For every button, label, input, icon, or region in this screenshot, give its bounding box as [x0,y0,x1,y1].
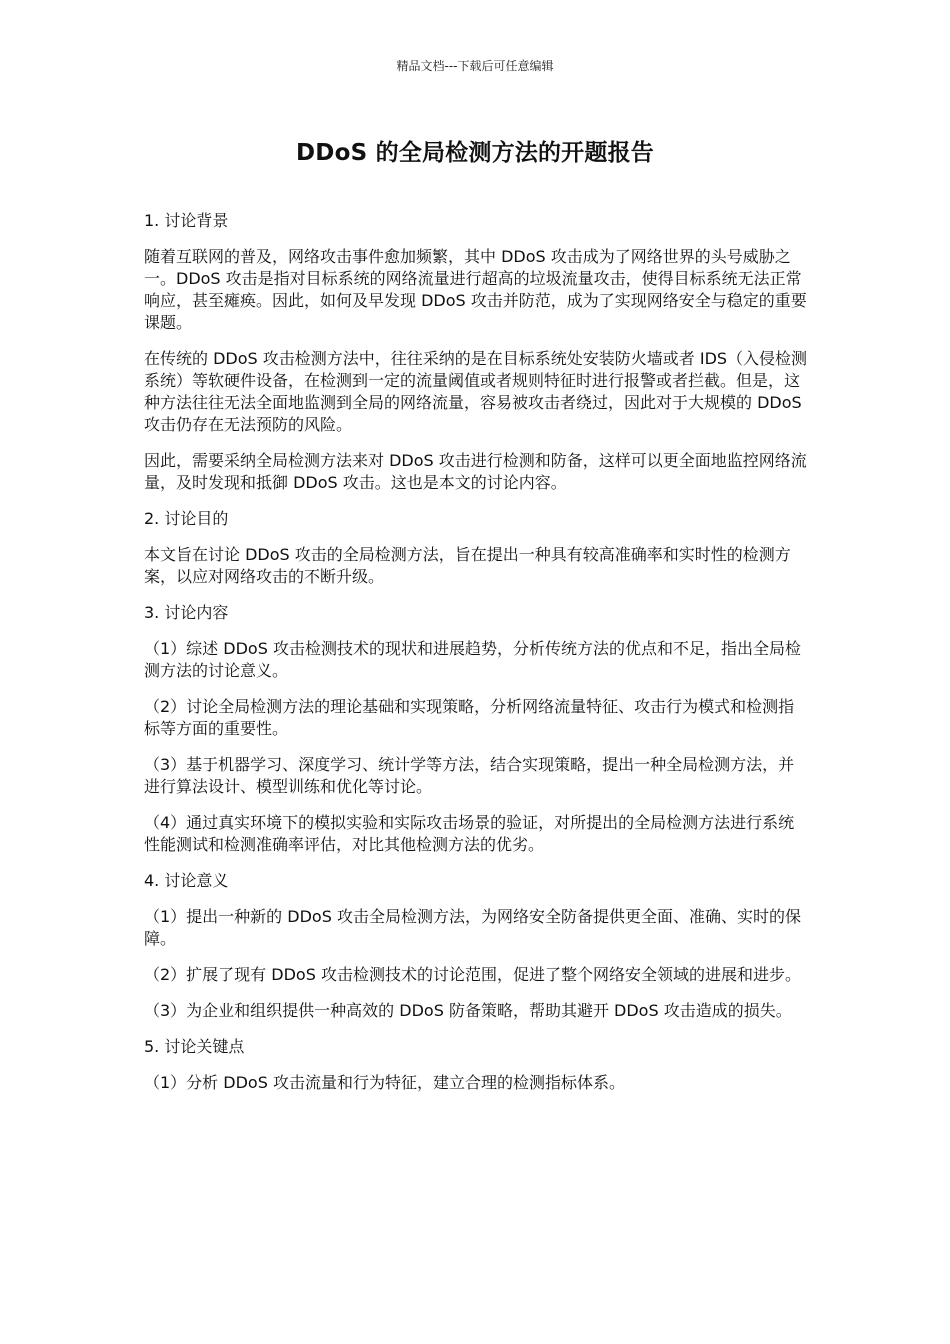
section-heading-purpose: 2. 讨论目的 [144,509,229,528]
paragraph-background-3: 因此，需要采纳全局检测方法来对 DDoS 攻击进行检测和防备，这样可以更全面地监控网络流量，及时发现和抵御 DDoS 攻击。这也是本文的讨论内容。 [144,451,807,492]
content-item-4: （4）通过真实环境下的模拟实验和实际攻击场景的验证，对所提出的全局检测方法进行系统性能测试和检测准确率评估，对比其他检测方法的优劣。 [144,813,795,854]
content-item-2: （2）讨论全局检测方法的理论基础和实现策略，分析网络流量特征、攻击行为模式和检测指标等方面的重要性。 [144,697,795,738]
significance-item-2: （2）扩展了现有 DDoS 攻击检测技术的讨论范围，促进了整个网络安全领域的进展和进步。 [144,965,801,984]
significance-item-1: （1）提出一种新的 DDoS 攻击全局检测方法，为网络安全防备提供更全面、准确、实时的保障。 [144,907,801,948]
content-item-3: （3）基于机器学习、深度学习、统计学等方法，结合实现策略，提出一种全局检测方法，并进行算法设计、模型训练和优化等讨论。 [144,755,795,796]
document-body [144,210,808,1108]
section-heading-significance: 4. 讨论意义 [144,871,229,890]
content-item-1: （1）综述 DDoS 攻击检测技术的现状和进展趋势，分析传统方法的优点和不足，指出全局检测方法的讨论意义。 [144,639,801,680]
document-title: DDoS 的全局检测方法的开题报告 [296,140,654,166]
paragraph-purpose: 本文旨在讨论 DDoS 攻击的全局检测方法，旨在提出一种具有较高准确率和实时性的检测方案，以应对网络攻击的不断升级。 [144,545,791,586]
keypoint-item-1: （1）分析 DDoS 攻击流量和行为特征，建立合理的检测指标体系。 [144,1073,625,1092]
header-note: 精品文档---下载后可任意编辑 [396,59,554,73]
significance-item-3: （3）为企业和组织提供一种高效的 DDoS 防备策略，帮助其避开 DDoS 攻击造成的损失。 [144,1001,792,1020]
section-heading-keypoints: 5. 讨论关键点 [144,1037,245,1056]
paragraph-background-1: 随着互联网的普及，网络攻击事件愈加频繁，其中 DDoS 攻击成为了网络世界的头号威胁之一。DDoS 攻击是指对目标系统的网络流量进行超高的垃圾流量攻击，使得目标系统无法正常响应，甚至瘫痪。因此，如何及早发现 DDoS 攻击并防范，成为了实现网络安全与稳定的重要课题。 [144,247,807,332]
section-heading-content: 3. 讨论内容 [144,603,229,622]
paragraph-background-2: 在传统的 DDoS 攻击检测方法中，往往采纳的是在目标系统处安装防火墙或者 IDS（入侵检测系统）等软硬件设备，在检测到一定的流量阈值或者规则特征时进行报警或者拦截。但是，这种方法往往无法全面地监测到全局的网络流量，容易被攻击者绕过，因此对于大规模的 DDoS 攻击仍存在无法预防的风险。 [144,349,808,434]
section-heading-background: 1. 讨论背景 [144,211,229,230]
